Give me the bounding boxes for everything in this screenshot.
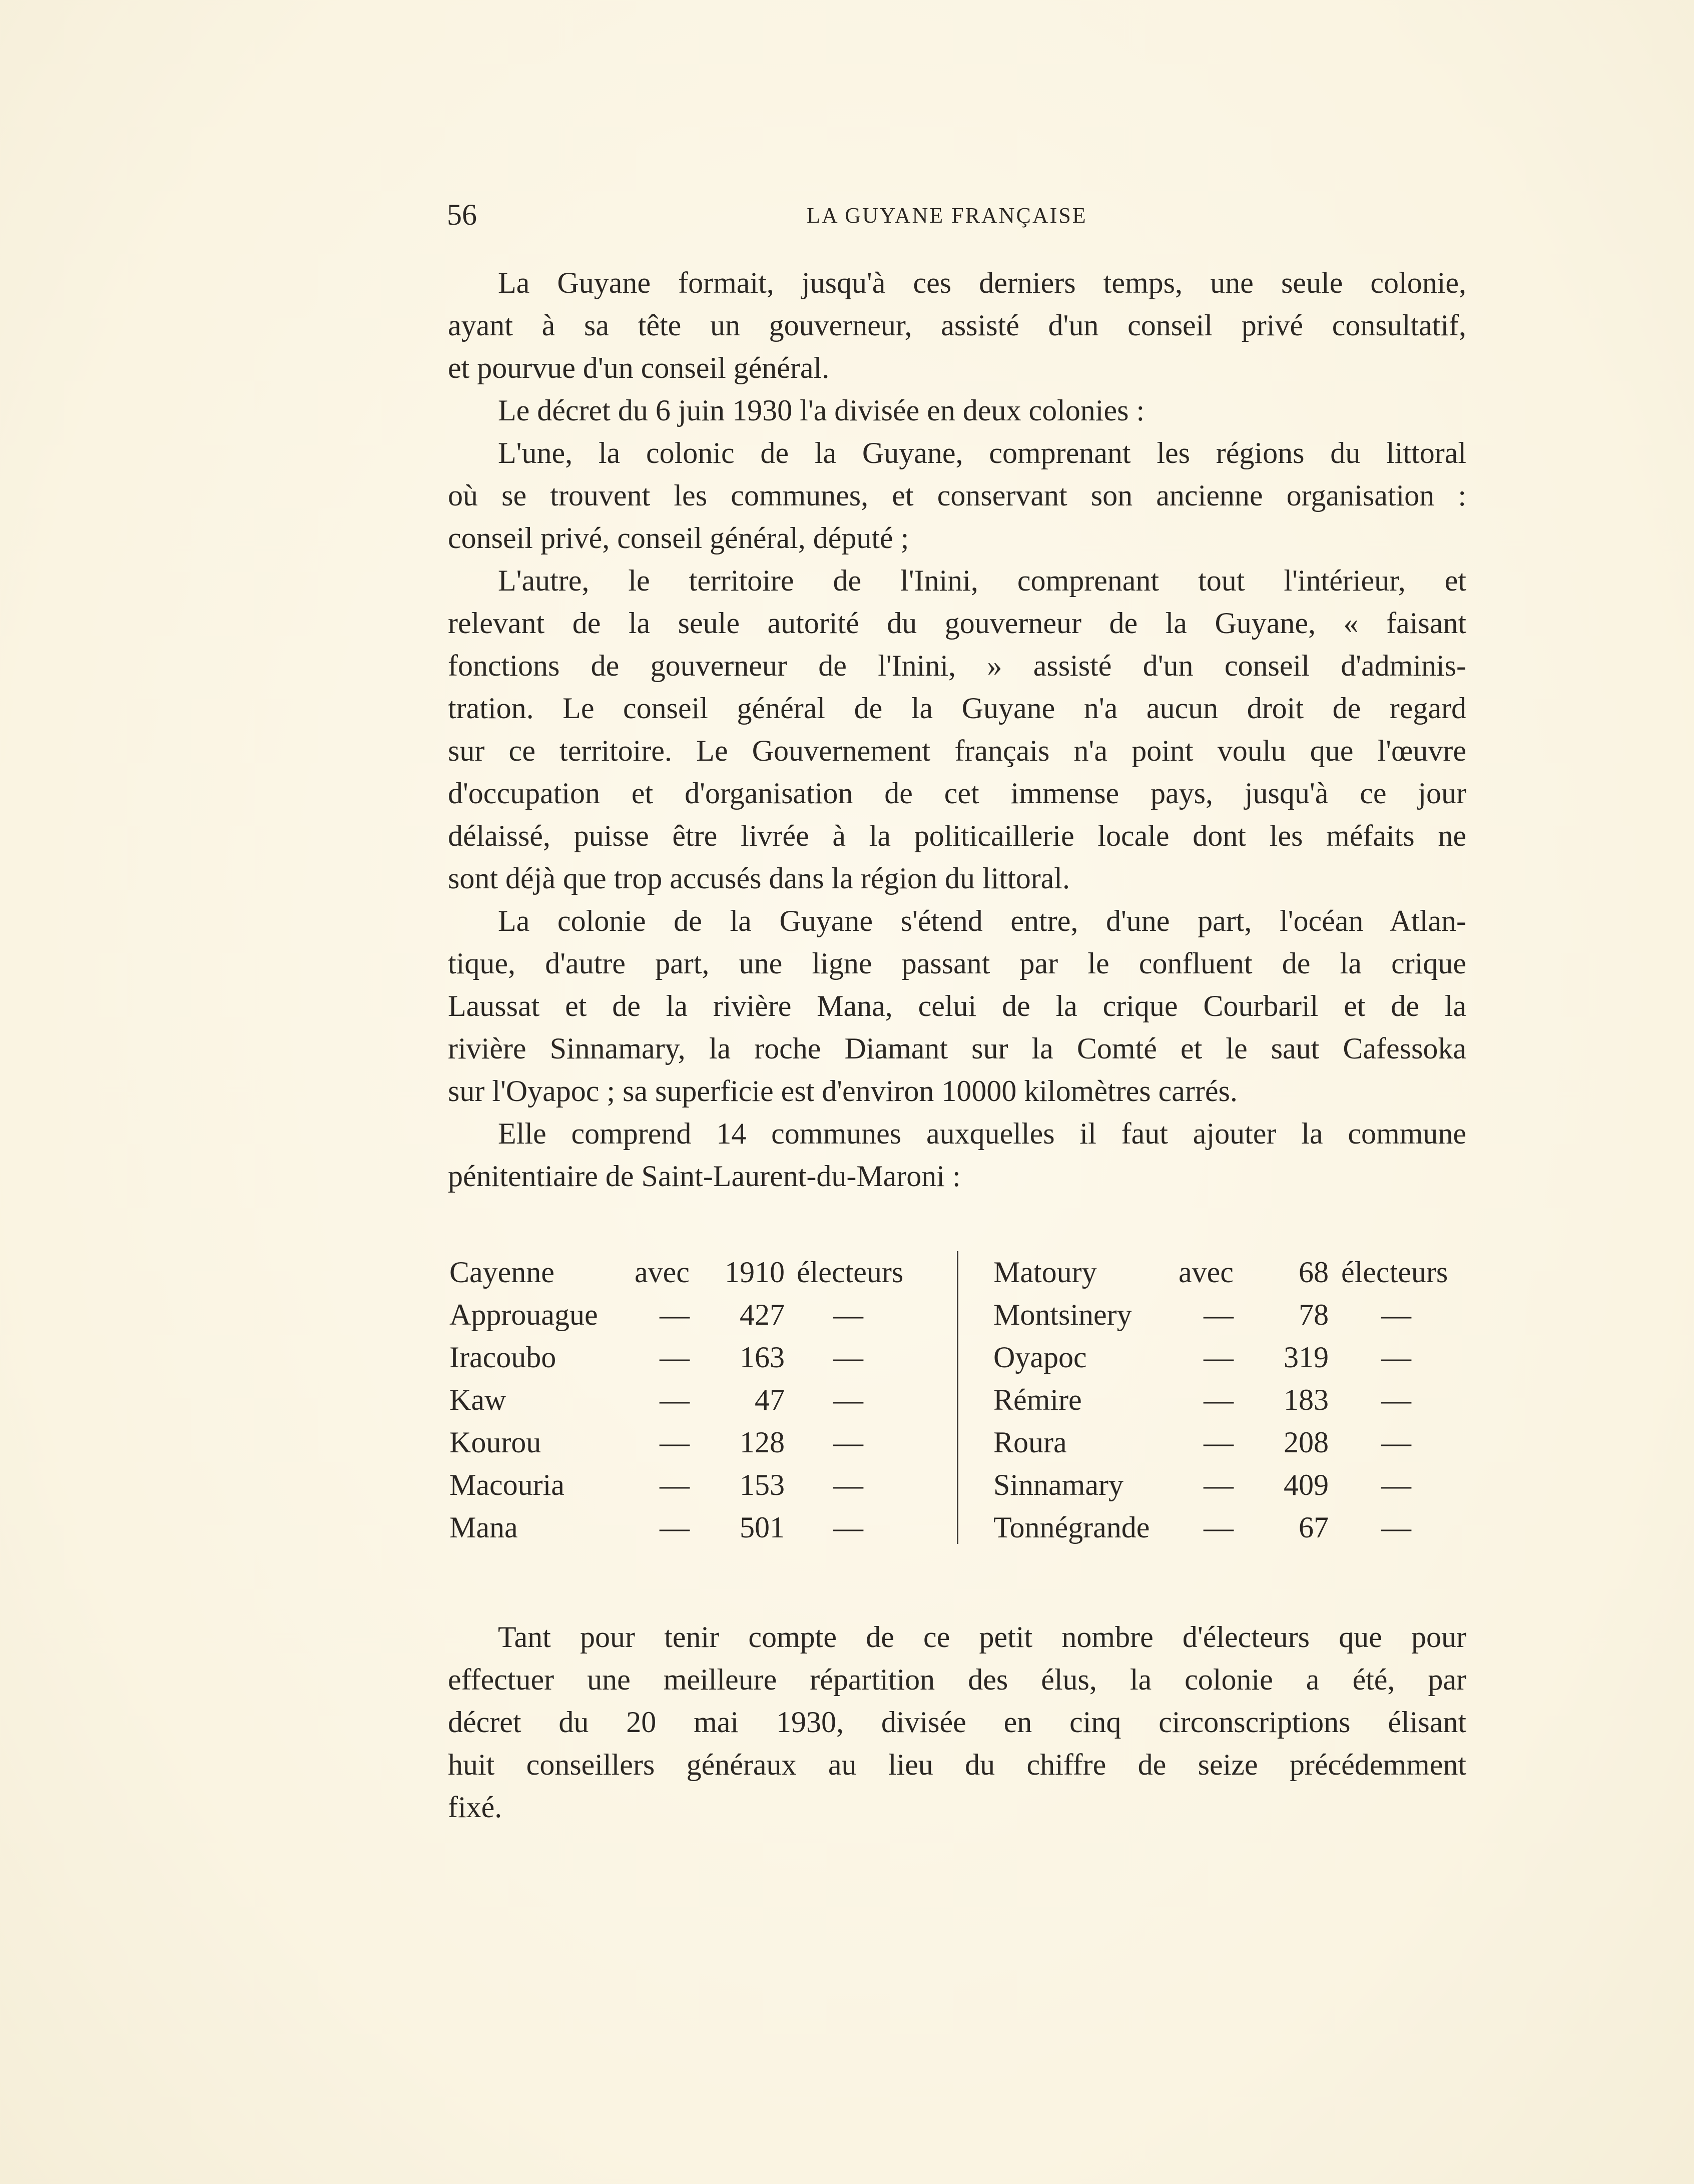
commune-count: 128: [740, 1426, 785, 1459]
commune-unit: —: [1381, 1426, 1411, 1459]
commune-count: 67: [1299, 1511, 1329, 1544]
commune-sep: —: [1204, 1426, 1234, 1459]
commune-unit: —: [1381, 1468, 1411, 1501]
text-line: sont déjà que trop accusés dans la région du littoral.: [448, 862, 1070, 895]
text-line: fixé.: [448, 1791, 502, 1824]
commune-sep: —: [1204, 1341, 1234, 1374]
commune-name: Matoury: [993, 1256, 1097, 1289]
commune-sep: —: [660, 1341, 690, 1374]
commune-count: 183: [1284, 1383, 1329, 1416]
commune-count: 78: [1299, 1298, 1329, 1331]
commune-sep: —: [1204, 1468, 1234, 1501]
commune-unit: —: [833, 1511, 863, 1544]
text-line: L'autre, le territoire de l'Inini, comprenant tout l'intérieur, et: [498, 564, 1466, 597]
commune-name: Mana: [449, 1511, 518, 1544]
text-line: Tant pour tenir compte de ce petit nombre d'électeurs que pour: [498, 1620, 1466, 1654]
commune-name: Tonnégrande: [993, 1511, 1150, 1544]
text-line: pénitentiaire de Saint-Laurent-du-Maroni :: [448, 1160, 961, 1193]
text-line: délaissé, puisse être livrée à la politicaillerie locale dont les méfaits ne: [448, 819, 1466, 852]
text-line: décret du 20 mai 1930, divisée en cinq circonscriptions élisant: [448, 1706, 1466, 1739]
commune-count: 409: [1284, 1468, 1329, 1501]
commune-name: Roura: [993, 1426, 1067, 1459]
text-line: Le décret du 6 juin 1930 l'a divisée en deux colonies :: [498, 394, 1145, 427]
commune-count: 153: [740, 1468, 785, 1501]
commune-name: Kourou: [449, 1426, 541, 1459]
text-line: où se trouvent les communes, et conservant son ancienne organisation :: [448, 479, 1466, 512]
column-divider: [957, 1251, 958, 1544]
commune-sep: —: [660, 1511, 690, 1544]
commune-unit: —: [1381, 1383, 1411, 1416]
text-line: effectuer une meilleure répartition des élus, la colonie a été, par: [448, 1663, 1466, 1696]
commune-unit: —: [1381, 1341, 1411, 1374]
text-line: Laussat et de la rivière Mana, celui de la crique Courbaril et de la: [448, 989, 1466, 1022]
commune-sep: —: [1204, 1383, 1234, 1416]
text-line: d'occupation et d'organisation de cet immense pays, jusqu'à ce jour: [448, 777, 1466, 810]
commune-name: Kaw: [449, 1383, 506, 1416]
commune-count: 1910: [725, 1256, 785, 1289]
commune-name: Montsinery: [993, 1298, 1132, 1331]
commune-sep: —: [660, 1468, 690, 1501]
commune-name: Oyapoc: [993, 1341, 1087, 1374]
text-line: rivière Sinnamary, la roche Diamant sur la Comté et le saut Cafessoka: [448, 1032, 1466, 1065]
text-line: La colonie de la Guyane s'étend entre, d'une part, l'océan Atlan-: [498, 904, 1466, 937]
commune-unit: —: [1381, 1511, 1411, 1544]
text-line: et pourvue d'un conseil général.: [448, 351, 830, 384]
commune-count: 68: [1299, 1256, 1329, 1289]
commune-unit: —: [1381, 1298, 1411, 1331]
text-line: ayant à sa tête un gouverneur, assisté d'un conseil privé consultatif,: [448, 309, 1466, 342]
commune-sep: avec: [1179, 1256, 1234, 1289]
text-line: huit conseillers généraux au lieu du chiffre de seize précédemment: [448, 1748, 1466, 1781]
commune-unit: —: [833, 1426, 863, 1459]
commune-count: 208: [1284, 1426, 1329, 1459]
commune-unit: électeurs: [797, 1256, 904, 1289]
commune-unit: —: [833, 1298, 863, 1331]
text-line: tique, d'autre part, une ligne passant par le confluent de la crique: [448, 947, 1466, 980]
text-line: Elle comprend 14 communes auxquelles il faut ajouter la commune: [498, 1117, 1466, 1150]
commune-sep: —: [1204, 1298, 1234, 1331]
text-line: L'une, la colonic de la Guyane, comprenant les régions du littoral: [498, 436, 1466, 469]
text-line: sur ce territoire. Le Gouvernement français n'a point voulu que l'œuvre: [448, 734, 1466, 767]
commune-name: Approuague: [449, 1298, 598, 1331]
text-line: sur l'Oyapoc ; sa superficie est d'environ 10000 kilomètres carrés.: [448, 1074, 1238, 1108]
commune-name: Macouria: [449, 1468, 564, 1501]
commune-name: Rémire: [993, 1383, 1082, 1416]
text-line: fonctions de gouverneur de l'Inini, » assisté d'un conseil d'adminis-: [448, 649, 1466, 682]
commune-unit: —: [833, 1468, 863, 1501]
text-line: conseil privé, conseil général, député ;: [448, 521, 909, 555]
commune-count: 427: [740, 1298, 785, 1331]
running-title: LA GUYANE FRANÇAISE: [807, 203, 1087, 228]
text-line: tration. Le conseil général de la Guyane n'a aucun droit de regard: [448, 692, 1466, 725]
commune-name: Cayenne: [449, 1256, 554, 1289]
text-line: relevant de la seule autorité du gouverneur de la Guyane, « faisant: [448, 607, 1466, 640]
page-number: 56: [447, 198, 477, 231]
commune-count: 47: [755, 1383, 785, 1416]
text-line: La Guyane formait, jusqu'à ces derniers temps, une seule colonie,: [498, 266, 1466, 299]
commune-sep: —: [660, 1426, 690, 1459]
commune-sep: —: [1204, 1511, 1234, 1544]
commune-unit: —: [833, 1341, 863, 1374]
commune-sep: —: [660, 1298, 690, 1331]
commune-sep: avec: [635, 1256, 690, 1289]
commune-unit: —: [833, 1383, 863, 1416]
commune-count: 501: [740, 1511, 785, 1544]
commune-count: 163: [740, 1341, 785, 1374]
commune-count: 319: [1284, 1341, 1329, 1374]
commune-unit: électeurs: [1341, 1256, 1448, 1289]
commune-name: Iracoubo: [449, 1341, 556, 1374]
commune-name: Sinnamary: [993, 1468, 1123, 1501]
commune-sep: —: [660, 1383, 690, 1416]
